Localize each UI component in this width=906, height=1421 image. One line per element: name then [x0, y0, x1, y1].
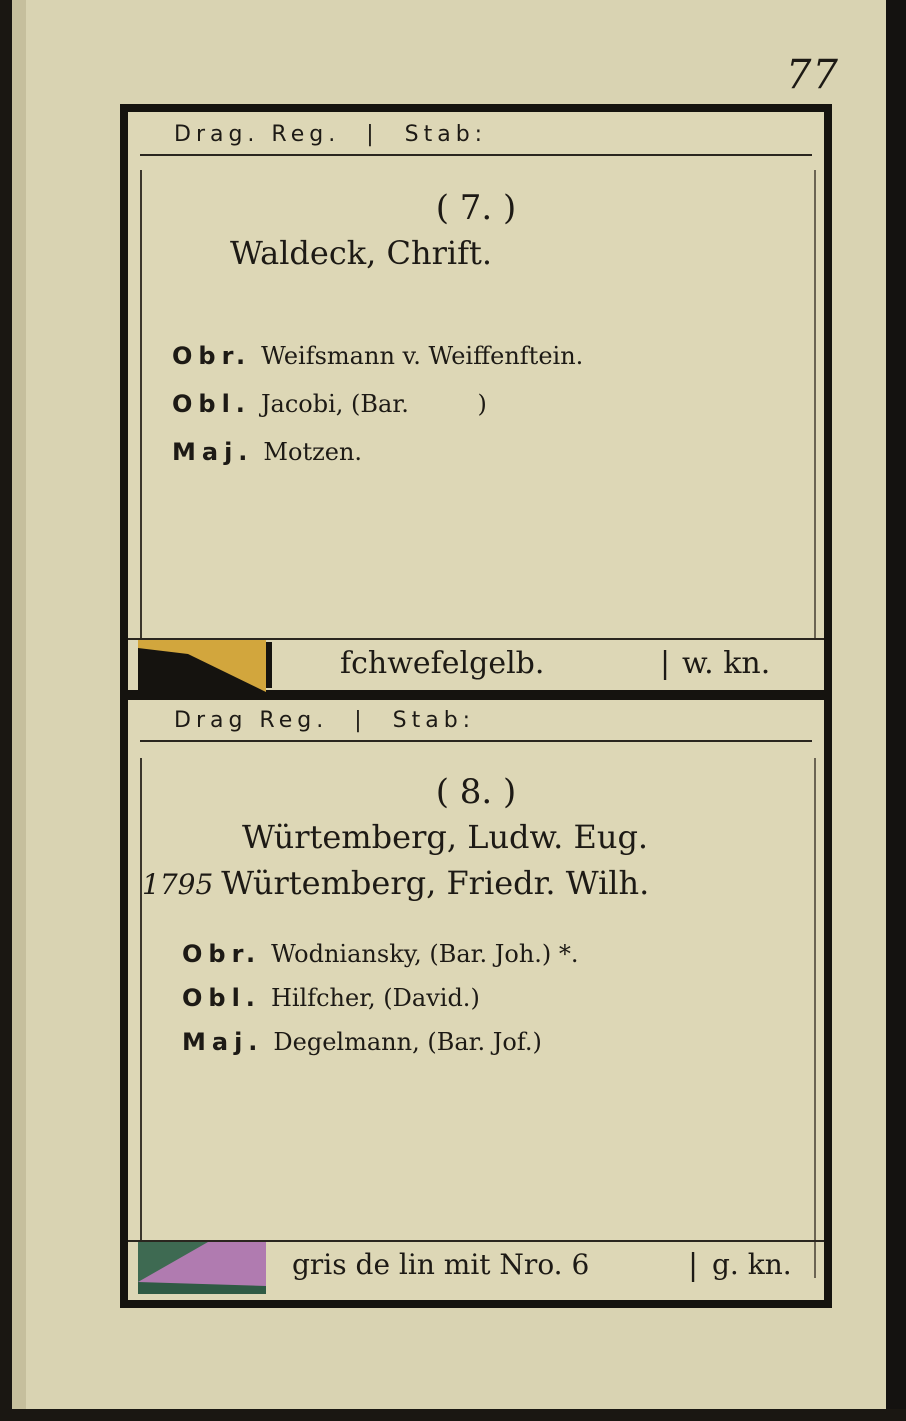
page-number: 77	[786, 52, 839, 98]
officer-major	[172, 438, 362, 466]
facing-color: gris de lin mit Nro. 6	[292, 1248, 590, 1281]
inner-rule-right	[814, 170, 816, 640]
owner-name: Waldeck, Chrift.	[230, 234, 492, 272]
inner-rule-right	[814, 758, 816, 1278]
header-staff-label: Stab:	[404, 122, 488, 147]
scan-edge-bottom	[0, 1409, 906, 1421]
regiment-owner	[142, 864, 649, 902]
section-header	[140, 702, 812, 742]
regiment-owner	[230, 234, 492, 272]
footer-separator: |	[688, 1248, 699, 1283]
officer-rank: Obl.	[182, 984, 261, 1012]
facing-color-swatch	[138, 640, 266, 692]
header-regiment-label: Drag Reg.	[174, 708, 329, 733]
officer-rank: Obr.	[182, 940, 262, 968]
officer-lieutenant-colonel	[172, 390, 487, 418]
officer-major	[182, 1028, 542, 1056]
owner-name: Würtemberg, Friedr. Wilh.	[221, 864, 650, 902]
regiment-entry-7	[128, 112, 824, 690]
officer-name: Jacobi, (Bar. )	[260, 390, 487, 418]
regiment-owner	[242, 818, 648, 856]
officer-rank: Obl.	[172, 390, 251, 418]
inner-rule-left	[140, 170, 142, 640]
owner-name: Würtemberg, Ludw. Eug.	[242, 818, 649, 856]
officer-colonel	[182, 940, 579, 968]
officer-name: Weifsmann v. Weiffenftein.	[261, 342, 584, 370]
officer-colonel	[172, 342, 583, 370]
inner-rule-left	[140, 758, 142, 1278]
officer-name: Wodniansky, (Bar. Joh.) *.	[271, 940, 579, 968]
button-type: w. kn.	[682, 646, 771, 681]
officer-lieutenant-colonel	[182, 984, 480, 1012]
facing-color-swatch	[138, 1242, 266, 1294]
header-separator: |	[354, 708, 367, 733]
regiment-number: ( 8. )	[435, 772, 517, 812]
header-separator: |	[366, 122, 379, 147]
uniform-footer	[128, 1240, 824, 1292]
officer-rank: Maj.	[182, 1028, 264, 1056]
officer-rank: Maj.	[172, 438, 254, 466]
uniform-footer	[128, 638, 824, 690]
button-type: g. kn.	[712, 1248, 792, 1281]
swatch-edge	[266, 642, 272, 688]
section-header	[140, 116, 812, 156]
officer-name: Hilfcher, (David.)	[270, 984, 480, 1012]
owner-year: 1795	[142, 868, 214, 901]
header-regiment-label: Drag. Reg.	[174, 122, 341, 147]
officer-rank: Obr.	[172, 342, 252, 370]
scan-edge-left	[0, 0, 12, 1421]
regiment-number: ( 7. )	[435, 188, 517, 228]
page-gutter	[12, 0, 26, 1421]
scan-edge-right	[886, 0, 906, 1421]
footer-separator: |	[660, 646, 671, 681]
officer-name: Degelmann, (Bar. Jof.)	[273, 1028, 542, 1056]
officer-name: Motzen.	[263, 438, 363, 466]
regiment-entry-8	[128, 700, 824, 1300]
facing-color: fchwefelgelb.	[340, 646, 545, 681]
header-staff-label: Stab:	[392, 708, 476, 733]
